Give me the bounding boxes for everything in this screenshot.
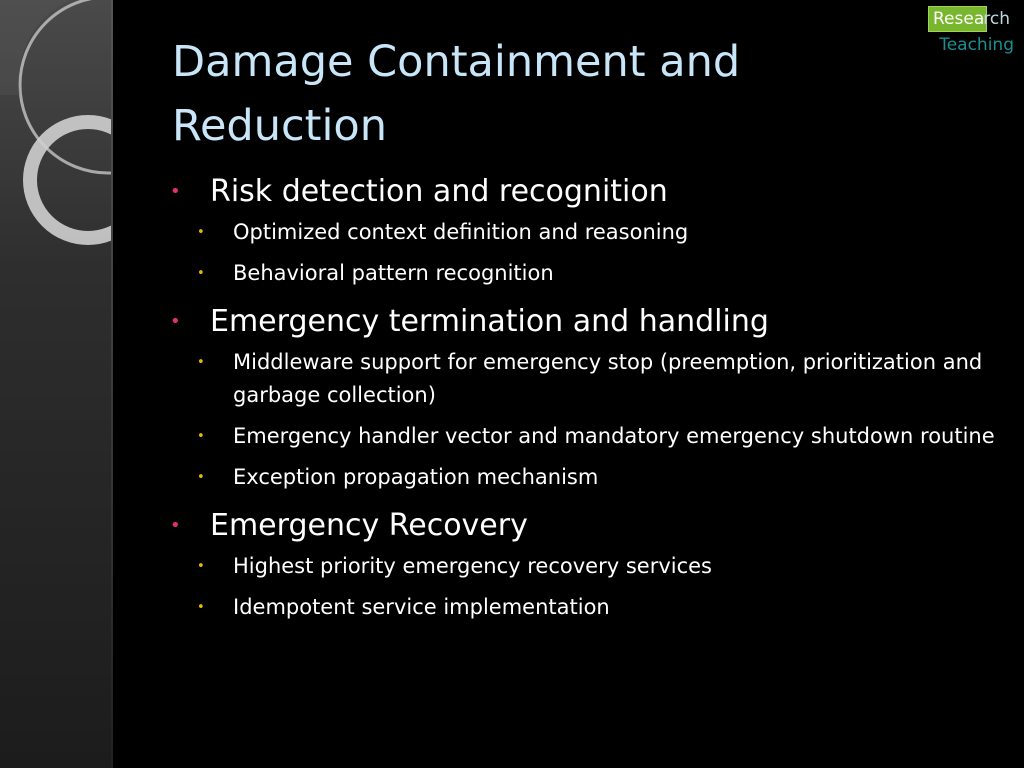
sub-bullet-item [170,461,1000,494]
sub-bullet-dot-icon: • [197,600,205,615]
sub-bullet-text: Optimized context definition and reasoning [233,220,689,244]
sub-bullet-item [170,550,1000,583]
bullet-text: Emergency termination and handling [210,304,769,339]
sub-bullet-text: Middleware support for emergency stop (preemption, prioritization and garbage collection) [233,350,983,407]
decorative-side-panel [0,0,113,768]
decorative-rings-graphic [0,0,113,260]
sub-bullet-dot-icon: • [197,225,205,240]
research-badge: Resea [928,6,987,32]
bullet-dot-icon: • [170,181,181,202]
sub-bullet-dot-icon: • [197,470,205,485]
sub-bullet-dot-icon: • [197,355,205,370]
teaching-label: Teaching [939,35,1014,55]
bullet-group-emergency-termination [170,298,1000,494]
bullet-text: Risk detection and recognition [210,174,668,209]
sub-bullet-text: Emergency handler vector and mandatory emergency shutdown routine [233,424,995,448]
research-badge-tail: rch [983,9,1010,29]
bullet-item [170,168,1000,216]
bullet-dot-icon: • [170,311,181,332]
sub-bullet-dot-icon: • [197,266,205,281]
sub-bullet-item [170,257,1000,290]
research-teaching-tag [928,6,1014,58]
sub-bullet-item [170,216,1000,249]
sub-bullet-item [170,420,1000,453]
sub-bullet-text: Highest priority emergency recovery services [233,554,712,578]
sub-bullet-text: Exception propagation mechanism [233,465,599,489]
bullet-item [170,298,1000,346]
sub-bullet-text: Behavioral pattern recognition [233,261,554,285]
bullet-group-emergency-recovery [170,502,1000,624]
bullet-item [170,502,1000,550]
sub-bullet-item [170,591,1000,624]
slide-title: Damage Containment and Reduction [172,37,741,151]
bullet-dot-icon: • [170,515,181,536]
sub-bullet-item [170,346,1000,412]
sub-bullet-dot-icon: • [197,429,205,444]
sub-bullet-text: Idempotent service implementation [233,595,610,619]
sub-bullet-dot-icon: • [197,559,205,574]
bullet-group-risk-detection [170,168,1000,290]
bullet-list [170,168,1000,632]
bullet-text: Emergency Recovery [210,508,528,543]
